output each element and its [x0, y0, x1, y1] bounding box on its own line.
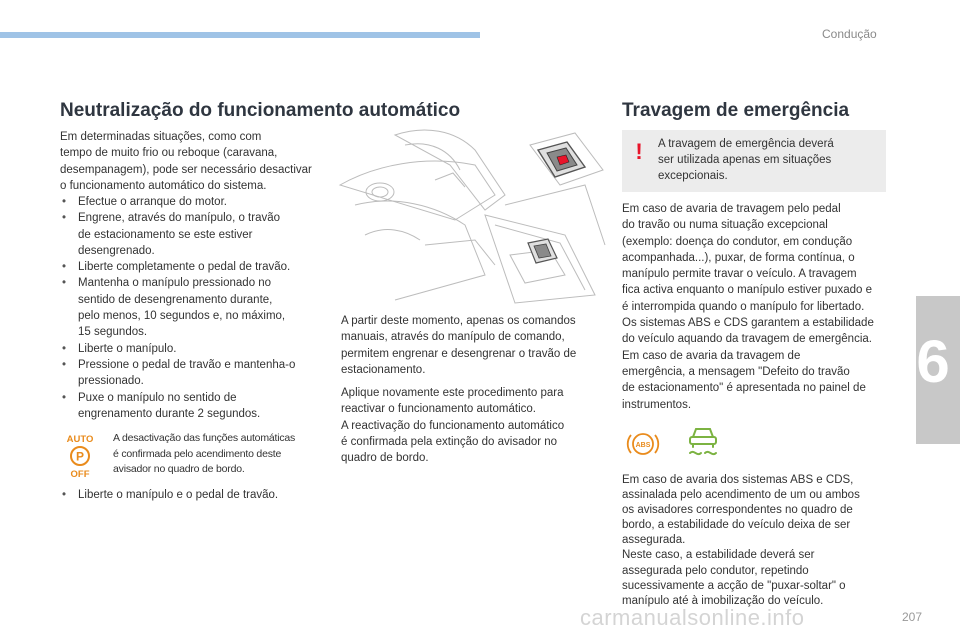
para-line: emergência, a mensagem "Defeito do travão — [622, 365, 850, 378]
section-title-emergency-braking: Travagem de emergência — [622, 100, 850, 121]
para-line: permitem engrenar e desengrenar o travão de — [341, 347, 577, 360]
para-line: Em caso de avaria de travagem pelo pedal — [622, 203, 841, 215]
para-line: quadro de bordo. — [341, 452, 429, 465]
step-line: engrenamento durante 2 segundos. — [78, 407, 261, 420]
highlighted-switch-console — [528, 239, 557, 263]
para-line: sucessivamente a acção de "puxar-soltar" o — [622, 579, 846, 592]
para-line: A reactivação do funcionamento automático — [341, 419, 565, 432]
step-line: • Liberte o manípulo e o pedal de travão. — [78, 489, 279, 501]
para-line: é interrompida quando o manípulo for libertado. — [622, 300, 865, 313]
note-line: A desactivação das funções automáticas — [113, 432, 296, 444]
warning-line: ser utilizada apenas em situações — [658, 154, 832, 166]
step-line: • Liberte completamente o pedal de travão. — [78, 261, 291, 274]
para-line: (exemplo: doença do condutor, em condução — [622, 235, 853, 248]
intro-paragraph — [60, 129, 325, 194]
section-label: Condução — [822, 27, 877, 41]
auto-icon-bottom-text: OFF — [70, 469, 90, 480]
emergency-paragraph-1 — [622, 201, 890, 413]
intro-line: desempanagem), pode ser necessário desactivar — [60, 163, 312, 176]
para-line: Em caso de avaria dos sistemas ABS e CDS, — [622, 474, 854, 486]
para-line: reactivar o funcionamento automático. — [341, 403, 536, 416]
para-line: do veículo aquando da travagem de emergência. — [622, 333, 872, 346]
warning-text — [658, 136, 878, 184]
step-line: de estacionamento se este estiver — [78, 228, 253, 241]
intro-line: tempo de muito frio ou reboque (caravana, — [60, 147, 278, 160]
step-item — [60, 390, 325, 423]
step-line: • Engrene, através do manípulo, o travão — [78, 212, 281, 225]
warning-exclamation-icon: ! — [635, 139, 643, 164]
para-line: fica activa enquanto o manípulo estiver puxado e — [622, 284, 872, 297]
step-item — [60, 210, 325, 259]
abs-icon-label: ABS — [635, 442, 651, 449]
step-line: 15 segundos. — [78, 326, 148, 339]
middle-paragraph-2 — [341, 385, 601, 466]
emergency-paragraph-2 — [622, 473, 890, 609]
auto-off-note — [113, 431, 328, 478]
section-title-neutralization: Neutralização do funcionamento automático — [60, 100, 461, 121]
header-accent-bar — [0, 32, 480, 38]
para-line: do travão ou numa situação excepcional — [622, 219, 828, 232]
auto-icon-top-text: AUTO — [66, 434, 94, 445]
para-line: Em caso de avaria da travagem de — [622, 349, 801, 362]
step-line: sentido de desengrenamento durante, — [78, 293, 273, 306]
auto-p-off-icon — [62, 432, 98, 480]
auto-icon-mid-text: P — [75, 449, 85, 464]
para-line: manípulo até à imobilização do veículo. — [622, 594, 824, 607]
warning-line: A travagem de emergência deverá — [658, 138, 834, 150]
step-item — [60, 275, 325, 340]
para-line: assegurada pelo condutor, repetindo — [622, 564, 809, 577]
para-line: Os sistemas ABS e CDS garantem a estabilidade — [622, 317, 874, 330]
page-number: 207 — [902, 610, 923, 624]
step-item — [60, 341, 325, 357]
step-line: desengrenado. — [78, 244, 155, 257]
step-item — [60, 194, 325, 210]
stability-control-icon — [684, 424, 722, 458]
para-line: de estacionamento" é apresentada no painel de — [622, 382, 866, 395]
note-line: avisador no quadro de bordo. — [113, 463, 245, 475]
para-line: assinalada pelo acendimento de um ou ambos — [622, 489, 860, 502]
step-item — [60, 487, 325, 503]
footer-watermark-url: carmanualsonline.info — [580, 605, 805, 630]
para-line: instrumentos. — [622, 398, 692, 411]
para-line: bordo, a estabilidade do veículo deixa de ser — [622, 519, 851, 532]
parking-brake-console-illustration — [335, 125, 607, 305]
para-line: Aplique novamente este procedimento para — [341, 387, 564, 399]
final-step — [60, 487, 325, 503]
para-line: estacionamento. — [341, 363, 426, 376]
para-line: A partir deste momento, apenas os comandos — [341, 315, 576, 327]
abs-warning-icon — [626, 429, 660, 459]
para-line: Neste caso, a estabilidade deverá ser — [622, 549, 815, 562]
para-line: é confirmada pela extinção do avisador no — [341, 435, 558, 448]
intro-line: o funcionamento automático do sistema. — [60, 179, 267, 192]
step-line: • Liberte o manípulo. — [78, 342, 177, 355]
note-line: é confirmada pelo acendimento deste — [113, 447, 282, 460]
middle-paragraph-1 — [341, 313, 601, 378]
step-item — [60, 357, 325, 390]
step-line: • Efectue o arranque do motor. — [78, 196, 227, 208]
highlighted-switch-top — [538, 142, 585, 177]
step-line: • Pressione o pedal de travão e mantenha-o — [78, 358, 296, 371]
step-line: pelo menos, 10 segundos e, no máximo, — [78, 310, 286, 323]
chapter-number: 6 — [916, 328, 950, 395]
step-line: • Mantenha o manípulo pressionado no — [78, 277, 272, 290]
step-line: pressionado. — [78, 375, 144, 388]
para-line: manuais, através do manípulo de comando, — [341, 331, 565, 344]
warning-line: excepcionais. — [658, 170, 728, 182]
intro-line: Em determinadas situações, como com — [60, 131, 262, 143]
para-line: os avisadores correspondentes no quadro de — [622, 504, 853, 517]
steps-list — [60, 194, 325, 422]
step-item — [60, 259, 325, 275]
para-line: assegurada. — [622, 534, 686, 547]
para-line: manípulo permite travar o veículo. A travagem — [622, 268, 857, 281]
step-line: • Puxe o manípulo no sentido de — [78, 391, 237, 404]
para-line: acompanhada...), puxar, de forma contínua, o — [622, 251, 855, 264]
